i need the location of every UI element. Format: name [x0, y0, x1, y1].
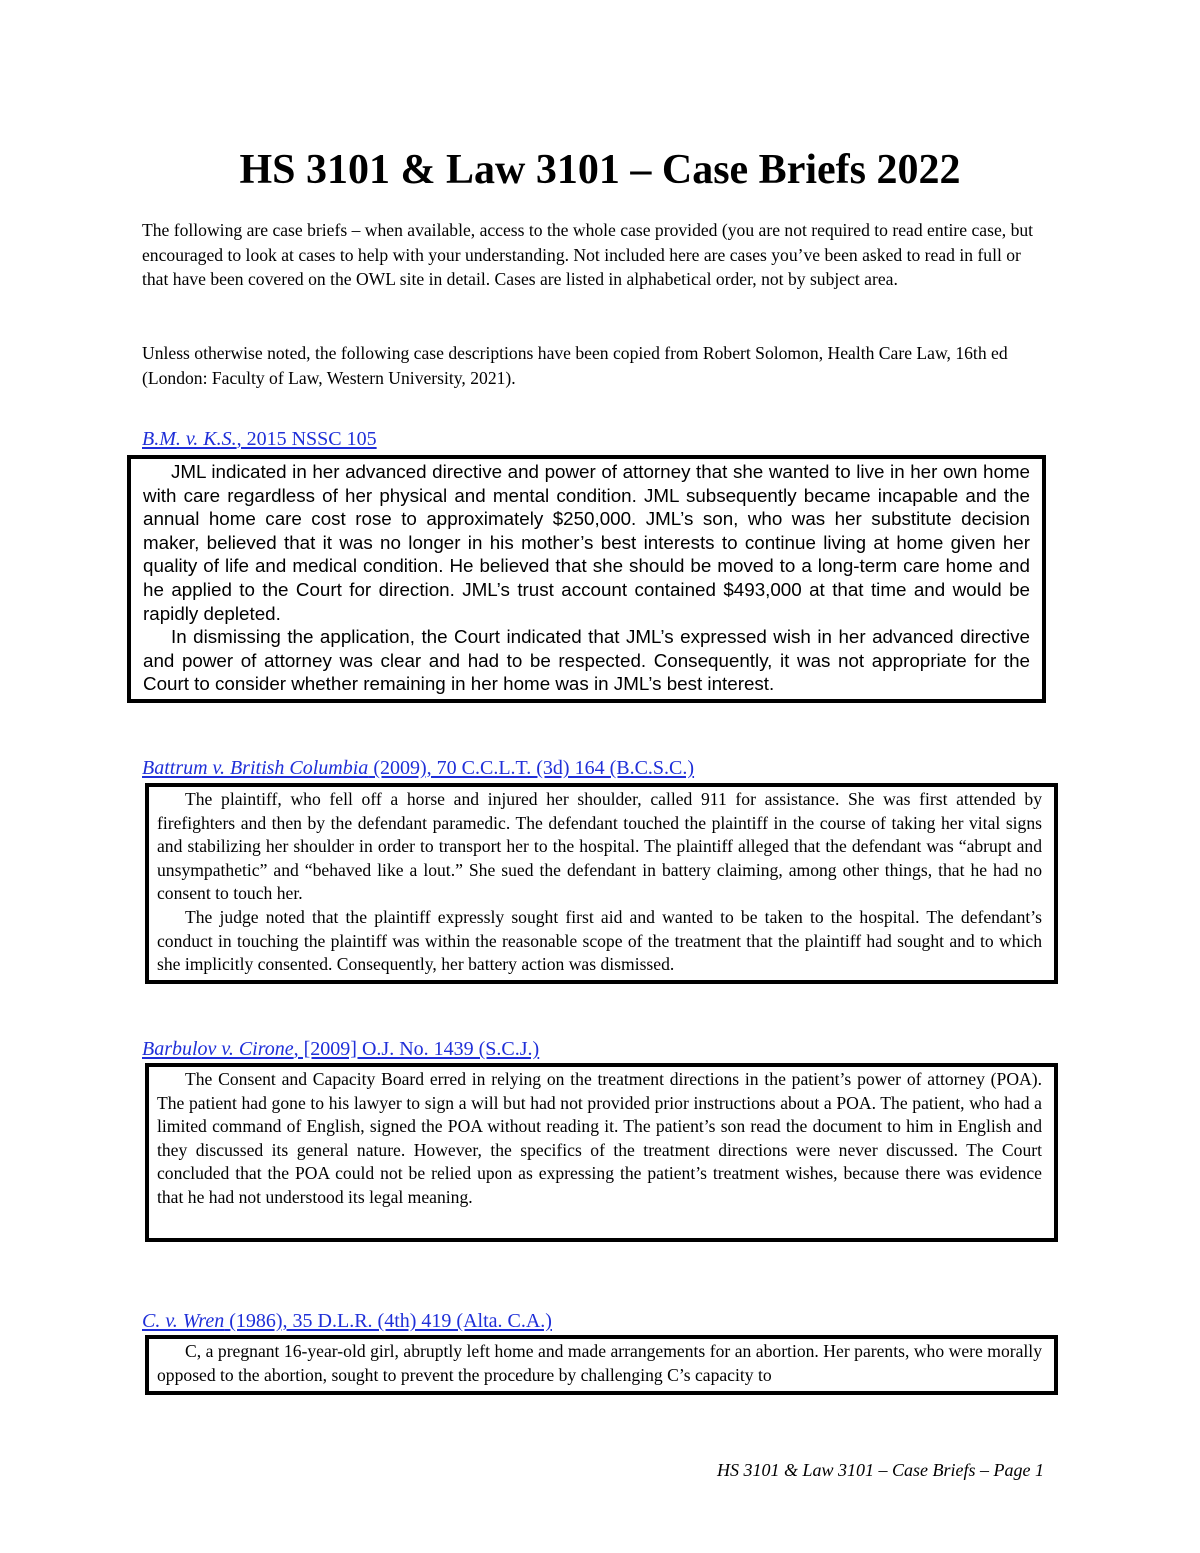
case-link-bm-v-ks[interactable] [142, 428, 377, 450]
case-name: C. v. Wren [142, 1310, 225, 1332]
case-summary-box-bm-v-ks [127, 455, 1046, 703]
case-heading-barbulov [142, 1036, 539, 1062]
case-summary-box-barbulov [145, 1063, 1058, 1242]
page-footer: HS 3101 & Law 3101 – Case Briefs – Page 1 [717, 1460, 1044, 1480]
source-note-paragraph: Unless otherwise noted, the following case descriptions have been copied from Robert Solomon, Health Care Law, 16th ed (London: Faculty of Law, Western University, 2021). [142, 343, 1008, 388]
case-summary-paragraph: JML indicated in her advanced directive and power of attorney that she wanted to live in her own home with care regardless of her physical and mental condition. JML subsequently became incapable and the annual home care cost rose to approximately $250,000. JML’s son, who was her substitute decision maker, believed that it was no longer in his mother’s best interests to continue living at home given her quality of life and medical condition. He believed that she should be moved to a long-term care home and he applied to the Court for direction. JML’s trust account contained $493,000 at that time and would be rapidly depleted. [143, 461, 1030, 624]
case-link-battrum[interactable] [142, 757, 694, 779]
case-name: B.M. v. K.S. [142, 428, 237, 450]
case-link-c-v-wren[interactable] [142, 1310, 552, 1332]
case-link-barbulov[interactable] [142, 1038, 539, 1060]
case-summary-paragraph: In dismissing the application, the Court indicated that JML’s expressed wish in her advanced directive and power of attorney was clear and had to be respected. Consequently, it was not appropriate for the Court to consider whether remaining in her home was in JML’s best interest. [143, 626, 1030, 695]
case-heading-bm-v-ks [142, 426, 377, 452]
case-summary-box-battrum [145, 783, 1058, 984]
case-name: Barbulov v. Cirone [142, 1038, 294, 1060]
case-summary-paragraph: C, a pregnant 16-year-old girl, abruptly left home and made arrangements for an abortion. Her parents, who were morally opposed to the abortion, sought to prevent the procedure by challenging C’s capacity to [157, 1341, 1042, 1385]
case-citation: (2009), 70 C.C.L.T. (3d) 164 (B.C.S.C.) [368, 757, 695, 779]
case-summary-paragraph: The Consent and Capacity Board erred in relying on the treatment directions in the patient’s power of attorney (POA). The patient had gone to his lawyer to sign a will but had not provided prior instructions about a POA. The patient, who had a limited command of English, signed the POA without reading it. The patient’s son read the document to him in English and they discussed its general nature. However, the specifics of the treatment directions were never discussed. The Court concluded that the POA could not be relied upon as expressing the patient’s treatment wishes, because there was evidence that he had not understood its legal meaning. [157, 1069, 1042, 1207]
case-name: Battrum v. British Columbia [142, 757, 369, 779]
case-heading-battrum [142, 755, 694, 781]
case-citation: (1986), 35 D.L.R. (4th) 419 (Alta. C.A.) [224, 1310, 552, 1332]
case-citation: , [2009] O.J. No. 1439 (S.C.J.) [293, 1038, 540, 1060]
case-heading-c-v-wren [142, 1308, 552, 1334]
case-summary-paragraph: The judge noted that the plaintiff expressly sought first aid and wanted to be taken to the hospital. The defendant’s conduct in touching the plaintiff was within the reasonable scope of the treatment that the plaintiff had sought and to which she implicitly consented. Consequently, her battery action was dismissed. [157, 906, 1042, 975]
document-title: HS 3101 & Law 3101 – Case Briefs 2022 [239, 147, 961, 193]
case-summary-box-c-v-wren [145, 1335, 1058, 1395]
case-citation: , 2015 NSSC 105 [236, 428, 377, 450]
intro-paragraph: The following are case briefs – when available, access to the whole case provided (you are not required to read entire case, but encouraged to look at cases to help with your understanding. Not included here are cases you’ve been asked to read in full or that have been covered on the OWL site in detail. Cases are listed in alphabetical order, not by subject area. [142, 220, 1034, 289]
case-summary-paragraph: The plaintiff, who fell off a horse and injured her shoulder, called 911 for assistance. She was first attended by firefighters and then by the defendant paramedic. The defendant touched the plaintiff in the course of taking her vital signs and stabilizing her shoulder in order to transport her to the hospital. The plaintiff alleged that the defendant was “abrupt and unsympathetic” and “behaved like a lout.” She sued the defendant in battery claiming, among other things, that he had no consent to touch her. [157, 789, 1042, 904]
